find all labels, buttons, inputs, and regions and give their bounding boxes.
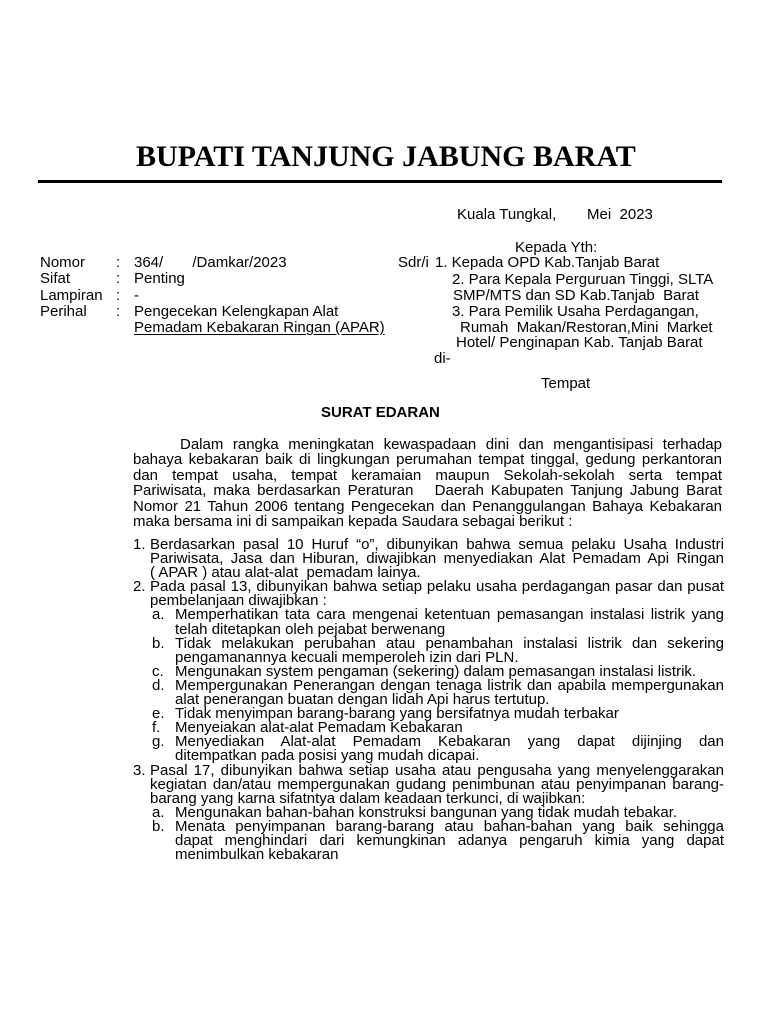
- sub-item-line: telah ditetapkan oleh pejabat berwenang: [175, 620, 446, 638]
- addressee-place: Tempat: [541, 375, 591, 392]
- list-item-line: barang yang karna sifatntya dalam keadaan terkunci, di wajibkan:: [150, 789, 586, 807]
- meta-row-nomor: [40, 255, 385, 271]
- sub-item-line: Mempergunakan Penerangan dengan tenaga listrik dan apabila mempergunakan: [175, 676, 724, 694]
- list-item-line: Pasal 17, dibunyikan bahwa setiap usaha atau pengusaha yang menyelenggarakan: [150, 761, 724, 779]
- list-item-number: 1.: [133, 536, 146, 553]
- addressee-line: Rumah Makan/Restoran,Mini Market: [460, 319, 713, 336]
- meta-value-underlined: Pemadam Kebakaran Ringan (APAR): [134, 319, 385, 336]
- paragraph-line: Dalam rangka meningkatan kewaspadaan dini dan mengantisipasi terhadap: [180, 436, 722, 453]
- list-item-line: Pariwisata, Jasa dan Hiburan, diwajibkan menyediakan Alat Pemadam Api Ringan: [150, 550, 724, 568]
- sub-item-line: Memperhatikan tata cara mengenai ketentuan pemasangan instalasi listrik yang: [175, 606, 724, 624]
- document-title: SURAT EDARAN: [321, 404, 440, 421]
- intro-paragraph: [133, 437, 722, 529]
- meta-row-lampiran: [40, 288, 385, 304]
- sub-item-line: Tidak melakukan perubahan atau penambahan instalasi listrik dan sekering: [175, 634, 724, 652]
- sub-item-line: Menyeiakan alat-alat Pemadam Kebakaran: [175, 719, 463, 737]
- addressee-line: SMP/MTS dan SD Kab.Tanjab Barat: [453, 287, 699, 304]
- list-item-line: ( APAR ) atau alat-alat pemadam lainya.: [150, 564, 421, 582]
- addressee-salutation: Sdr/i: [398, 254, 429, 271]
- list-item-number: 2.: [133, 578, 146, 596]
- sub-item-line: menimbulkan kebakaran: [175, 846, 339, 864]
- addressee-line: 2. Para Kepala Perguruan Tinggi, SLTA: [452, 271, 714, 288]
- meta-label: Perihal: [40, 302, 87, 320]
- addressee-line: 3. Para Pemilik Usaha Perdagangan,: [452, 303, 699, 320]
- addressee-line: di-: [434, 350, 451, 367]
- meta-separator: :: [116, 302, 121, 320]
- sub-item-letter: e.: [152, 705, 165, 723]
- instruction-list: [133, 538, 724, 862]
- sub-list-item: [150, 817, 724, 864]
- sub-item-line: alat penerangan buatan dengan lidah Api harus tertutup.: [175, 691, 550, 709]
- list-item-line: kegiatan dan/atau mempergunakan gudang penimbunan atau penyimpanan barang-: [150, 775, 724, 793]
- sub-item-letter: f.: [152, 719, 161, 737]
- date-place: Kuala Tungkal,: [457, 206, 557, 223]
- list-item-line: Berdasarkan pasal 10 Huruf “o”, dibunyikan bahwa semua pelaku Usaha Industri: [150, 536, 724, 553]
- list-item: [133, 761, 724, 864]
- paragraph-line: Pariwisata, maka berdasarkan Peraturan Daerah Kabupaten Tanjung Jabung Barat: [133, 482, 722, 500]
- sub-item-line: pengamanannya kecuali memperoleh izin dari PLN.: [175, 648, 519, 666]
- meta-label: Nomor: [40, 254, 86, 271]
- meta-label: Sifat: [40, 270, 71, 288]
- paragraph-line: dan tempat usaha, tempat keramaian maupun Sekolah-sekolah serta tempat: [133, 466, 722, 484]
- sub-item-letter: d.: [152, 676, 165, 694]
- addressee-line: 1. Kepada OPD Kab.Tanjab Barat: [435, 254, 660, 271]
- sub-item-letter: b.: [152, 634, 165, 652]
- date-value: Mei 2023: [587, 206, 653, 223]
- sub-item-letter: a.: [152, 803, 165, 821]
- meta-row-perihal-continued: [40, 320, 385, 336]
- meta-separator: :: [116, 254, 121, 271]
- letterhead-title: BUPATI TANJUNG JABUNG BARAT: [136, 140, 636, 173]
- sub-list-item: [150, 634, 724, 666]
- sub-list-item: [150, 735, 724, 763]
- meta-separator: :: [116, 286, 121, 304]
- paragraph-line: maka bersama ini di sampaikan kepada Saudara sebagai berikut :: [133, 513, 573, 531]
- sub-item-line: Menata penyimpanan barang-barang atau bahan-bahan yang baik sehingga: [175, 817, 724, 835]
- meta-separator: :: [116, 270, 121, 288]
- list-item-line: Pada pasal 13, dibunyikan bahwa setiap pelaku usaha perdagangan pasar dan pusat: [150, 578, 724, 596]
- meta-value: Pengecekan Kelengkapan Alat: [134, 302, 339, 320]
- meta-value: Penting: [134, 270, 185, 288]
- sub-item-letter: a.: [152, 606, 165, 624]
- sub-item-letter: g.: [152, 733, 165, 751]
- recipient-intro: Kepada Yth:: [515, 239, 598, 256]
- sub-item-line: Mengunakan system pengaman (sekering) dalam pemasangan instalasi listrik.: [175, 662, 697, 680]
- letter-meta: [40, 255, 385, 336]
- sub-item-line: Tidak menyimpan barang-barang yang bersifatnya mudah terbakar: [175, 705, 619, 723]
- sub-item-line: dapat menghindari dari kemungkinan adanya pengaruh kimia yang dapat: [175, 831, 724, 849]
- list-item: [133, 580, 724, 763]
- addressee-line: Hotel/ Penginapan Kab. Tanjab Barat: [456, 334, 703, 351]
- meta-label: Lampiran: [40, 286, 103, 304]
- list-item-line: pembelanjaan diwajibkan :: [150, 592, 327, 610]
- sub-list-item: [150, 608, 724, 636]
- sub-list-item: [150, 676, 724, 709]
- meta-row-perihal: [40, 304, 385, 320]
- meta-row-sifat: [40, 271, 385, 287]
- sub-item-letter: c.: [152, 662, 164, 680]
- sub-item-line: Mengunakan bahan-bahan konstruksi bangunan yang tidak mudah tebakar.: [175, 803, 678, 821]
- meta-value: 364/ /Damkar/2023: [134, 254, 287, 271]
- meta-value: -: [134, 286, 139, 304]
- list-item: [133, 538, 724, 580]
- list-item-number: 3.: [133, 761, 146, 779]
- letterhead-rule: [38, 180, 722, 183]
- sub-item-line: ditempatkan pada posisi yang mudah dicapai.: [175, 747, 480, 765]
- paragraph-line: Nomor 21 Tahun 2006 tentang Pengecekan dan Penanggulangan Bahaya Kebakaran: [133, 497, 722, 515]
- paragraph-line: bahaya kebakaran baik di lingkungan perumahan tempat tinggal, gedung perkantoran: [133, 451, 722, 469]
- sub-item-line: Menyediakan Alat-alat Pemadam Kebakaran yang dapat dijinjing dan: [175, 733, 724, 751]
- sub-item-letter: b.: [152, 817, 165, 835]
